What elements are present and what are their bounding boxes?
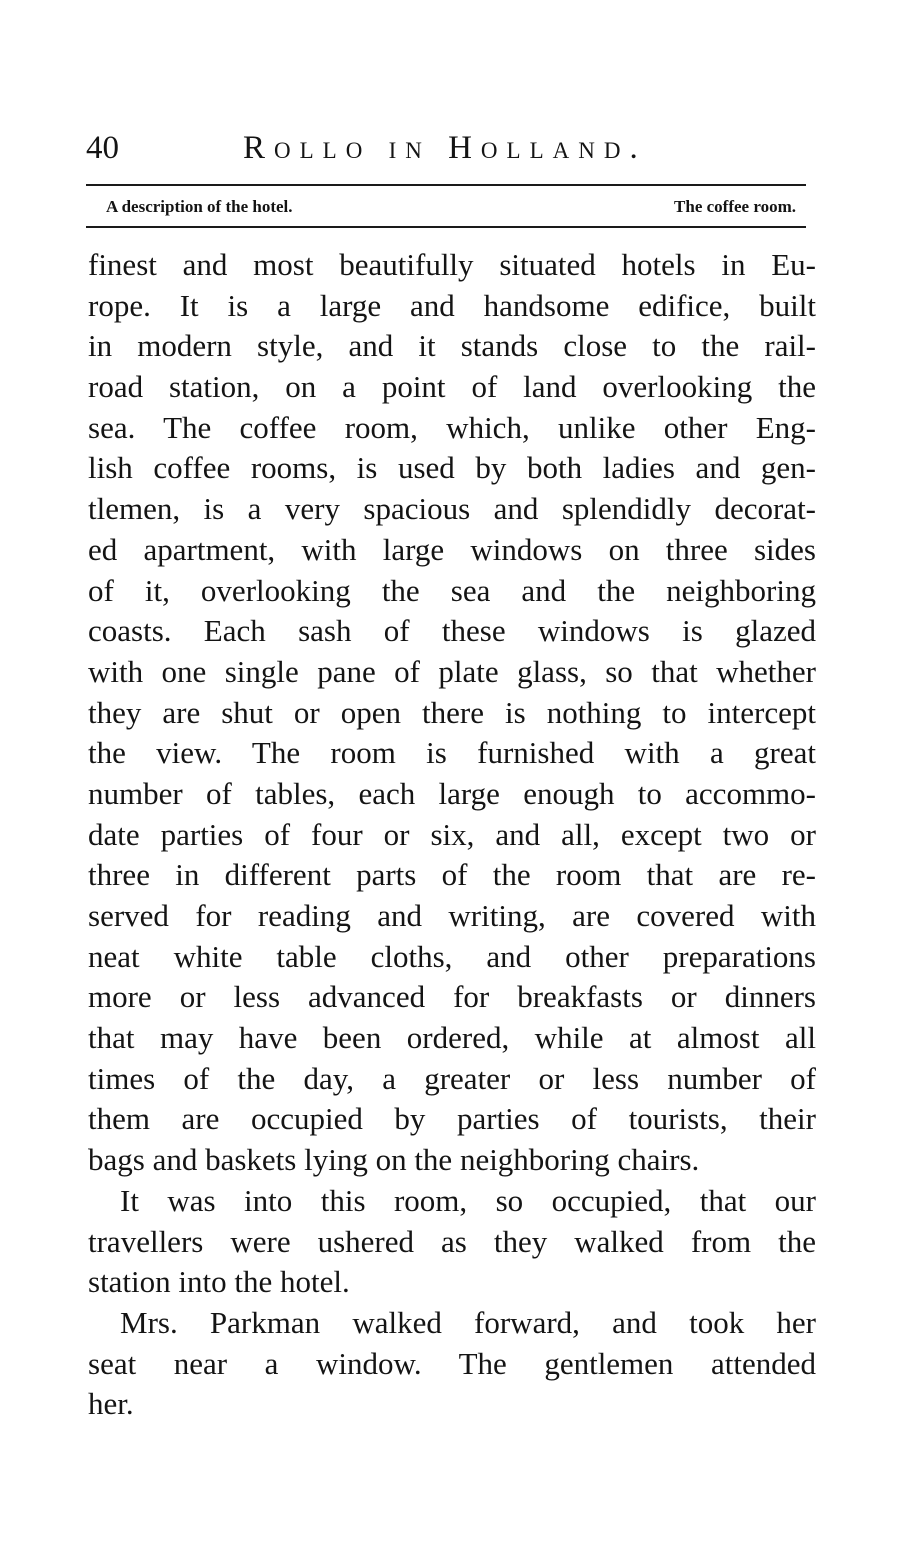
text-line: finest and most beautifully situated hotels in Eu- xyxy=(88,247,816,282)
subheader-right: The coffee room. xyxy=(674,197,796,216)
text-line: the view. The room is furnished with a great xyxy=(88,735,816,771)
text-line: road station, on a point of land overlooking the xyxy=(88,369,816,405)
text-line: It was into this room, so occupied, that our xyxy=(120,1182,816,1218)
section-subheader xyxy=(106,194,796,222)
text-line: with one single pane of plate glass, so that whether xyxy=(88,653,816,689)
text-line: neat white table cloths, and other preparations xyxy=(88,938,816,974)
text-line: bags and baskets lying on the neighboring chairs. xyxy=(88,1142,700,1178)
page-header xyxy=(86,124,816,174)
subheader-left: A description of the hotel. xyxy=(106,197,293,216)
text-line: seat near a window. The gentlemen attended xyxy=(88,1345,816,1381)
text-line: rope. It is a large and handsome edifice, built xyxy=(88,287,816,323)
paragraph xyxy=(88,1303,816,1425)
text-line: tlemen, is a very spacious and splendidly decorat- xyxy=(88,491,816,527)
text-line: date parties of four or six, and all, except two or xyxy=(88,816,816,852)
text-line: in modern style, and it stands close to the rail- xyxy=(88,328,816,364)
text-line: times of the day, a greater or less number of xyxy=(88,1060,816,1096)
header-rule-bottom xyxy=(86,226,806,228)
text-line: three in different parts of the room that are re- xyxy=(88,857,816,893)
running-title: Rollo in Holland. xyxy=(243,130,647,166)
text-line: her. xyxy=(88,1386,134,1422)
text-line: Mrs. Parkman walked forward, and took her xyxy=(120,1304,816,1340)
header-rule-top xyxy=(86,184,806,186)
text-line: they are shut or open there is nothing to intercept xyxy=(88,694,816,730)
text-line: of it, overlooking the sea and the neighboring xyxy=(88,572,816,608)
paragraph xyxy=(88,245,816,1181)
text-line: served for reading and writing, are covered with xyxy=(88,898,816,933)
text-line: travellers were ushered as they walked from the xyxy=(88,1223,816,1259)
body-text xyxy=(88,245,816,1425)
page-number: 40 xyxy=(86,130,119,166)
paragraph xyxy=(88,1181,816,1303)
text-line: sea. The coffee room, which, unlike other Eng- xyxy=(88,409,816,445)
text-line: station into the hotel. xyxy=(88,1264,350,1300)
text-line: ed apartment, with large windows on three sides xyxy=(88,531,816,567)
text-line: number of tables, each large enough to accommo- xyxy=(88,775,816,811)
text-line: them are occupied by parties of tourists, their xyxy=(88,1101,816,1137)
text-line: more or less advanced for breakfasts or dinners xyxy=(88,979,816,1015)
text-line: coasts. Each sash of these windows is glazed xyxy=(88,613,816,649)
text-line: that may have been ordered, while at almost all xyxy=(88,1020,816,1056)
text-line: lish coffee rooms, is used by both ladies and gen- xyxy=(88,450,816,486)
